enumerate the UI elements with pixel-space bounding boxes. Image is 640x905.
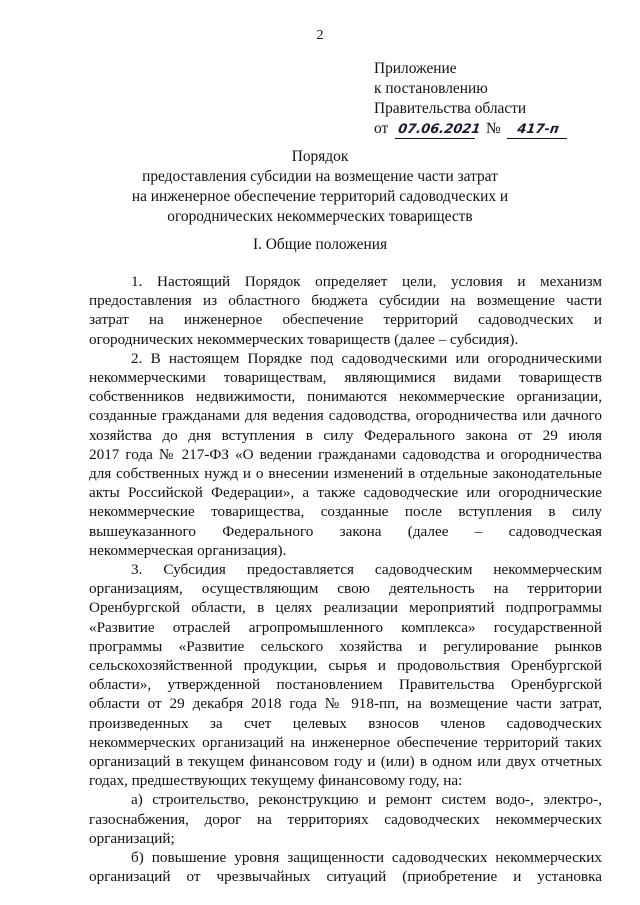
appendix-line-3: Правительства области xyxy=(374,100,527,117)
appendix-line-2: к постановлению xyxy=(374,80,488,97)
body-line: акты Российской Федерации», а также садоводческие или огороднические xyxy=(89,484,602,502)
body-line: газоснабжения, дорог на территориях садоводческих некоммерческих xyxy=(89,810,602,828)
body-text xyxy=(89,272,602,887)
handwritten-date: 07.06.2021 xyxy=(395,122,477,139)
body-line: программы «Развитие сельского хозяйства и регулирование рынков xyxy=(89,637,602,655)
body-line: области от 29 декабря 2018 года № 918-пп, на возмещение части затрат, xyxy=(89,695,602,713)
number-sign: № xyxy=(485,120,501,137)
body-line: огороднических некоммерческих товариществ (далее – субсидия). xyxy=(89,330,519,348)
body-line: годах, предшествующих текущему финансовому году, на: xyxy=(89,772,463,790)
section-heading: I. Общие положения xyxy=(252,236,388,253)
body-line: организаций в текущем финансовом году и (или) в одном или двух отчетных xyxy=(89,753,602,771)
body-line: 2017 года № 217-ФЗ «О ведении гражданами садоводства и огородничества xyxy=(89,445,602,463)
body-line: некоммерческие товарищества, созданные после вступления в силу xyxy=(89,503,602,521)
body-line: произведенных за счет целевых взносов членов садоводческих xyxy=(89,714,602,732)
body-line: а) строительство, реконструкцию и ремонт систем водо-, электро-, xyxy=(131,791,602,809)
body-line: б) повышение уровня защищенности садоводческих некоммерческих xyxy=(131,849,602,867)
body-line: некоммерческими товариществам, являющимися видами товариществ xyxy=(89,369,602,387)
handwritten-number: 417-п xyxy=(507,122,569,139)
document-title xyxy=(0,147,640,227)
body-line: вышеуказанного Федерального закона (далее – садоводческая xyxy=(89,522,602,540)
body-line: организаций; xyxy=(89,829,175,847)
title-line-4: огороднических некоммерческих товариществ xyxy=(167,208,473,225)
body-line: 3. Субсидия предоставляется садоводческим некоммерческим xyxy=(131,561,602,579)
body-line: организациям, осуществляющим свою деятельность на территории xyxy=(89,580,602,598)
body-line: области», утвержденной постановлением Правительства Оренбургской xyxy=(89,676,602,694)
appendix-line-1: Приложение xyxy=(374,60,457,77)
title-line-2: предоставления субсидии на возмещение части затрат xyxy=(142,168,498,185)
body-line: организаций от чрезвычайных ситуаций (приобретение и установка xyxy=(89,868,602,886)
body-line: некоммерческих организаций на инженерное обеспечение территорий таких xyxy=(89,733,602,751)
title-line-1: Порядок xyxy=(291,148,349,165)
body-line: некоммерческая организация). xyxy=(89,541,287,559)
body-line: созданные гражданами для ведения садоводства, огородничества или дачного xyxy=(89,407,602,425)
body-line: для собственных нужд и о внесении изменений в отдельные законодательные xyxy=(89,465,602,483)
body-line: 2. В настоящем Порядке под садоводческими или огородническими xyxy=(131,349,602,367)
appendix-header xyxy=(374,59,568,139)
title-line-3: на инженерное обеспечение территорий садоводческих и xyxy=(131,188,509,205)
page-number: 2 xyxy=(316,28,324,43)
body-line: затрат на инженерное обеспечение территорий садоводческих и xyxy=(89,311,602,329)
appendix-date-line xyxy=(374,119,568,139)
body-line: хозяйства до дня вступления в силу Федерального закона от 29 июля xyxy=(89,426,602,444)
body-line: 1. Настоящий Порядок определяет цели, условия и механизм xyxy=(131,273,602,290)
body-line: собственников недвижимости, понимаются некоммерческие организации, xyxy=(89,388,602,406)
body-line: Оренбургской области, в целях реализации мероприятий подпрограммы xyxy=(89,599,602,617)
body-line: сельскохозяйственной продукции, сырья и продовольствия Оренбургской xyxy=(89,657,602,675)
body-line: предоставления из областного бюджета субсидии на возмещение части xyxy=(89,292,602,310)
date-prefix: от xyxy=(374,120,389,137)
body-line: «Развитие отраслей агропромышленного комплекса» государственной xyxy=(89,618,602,636)
